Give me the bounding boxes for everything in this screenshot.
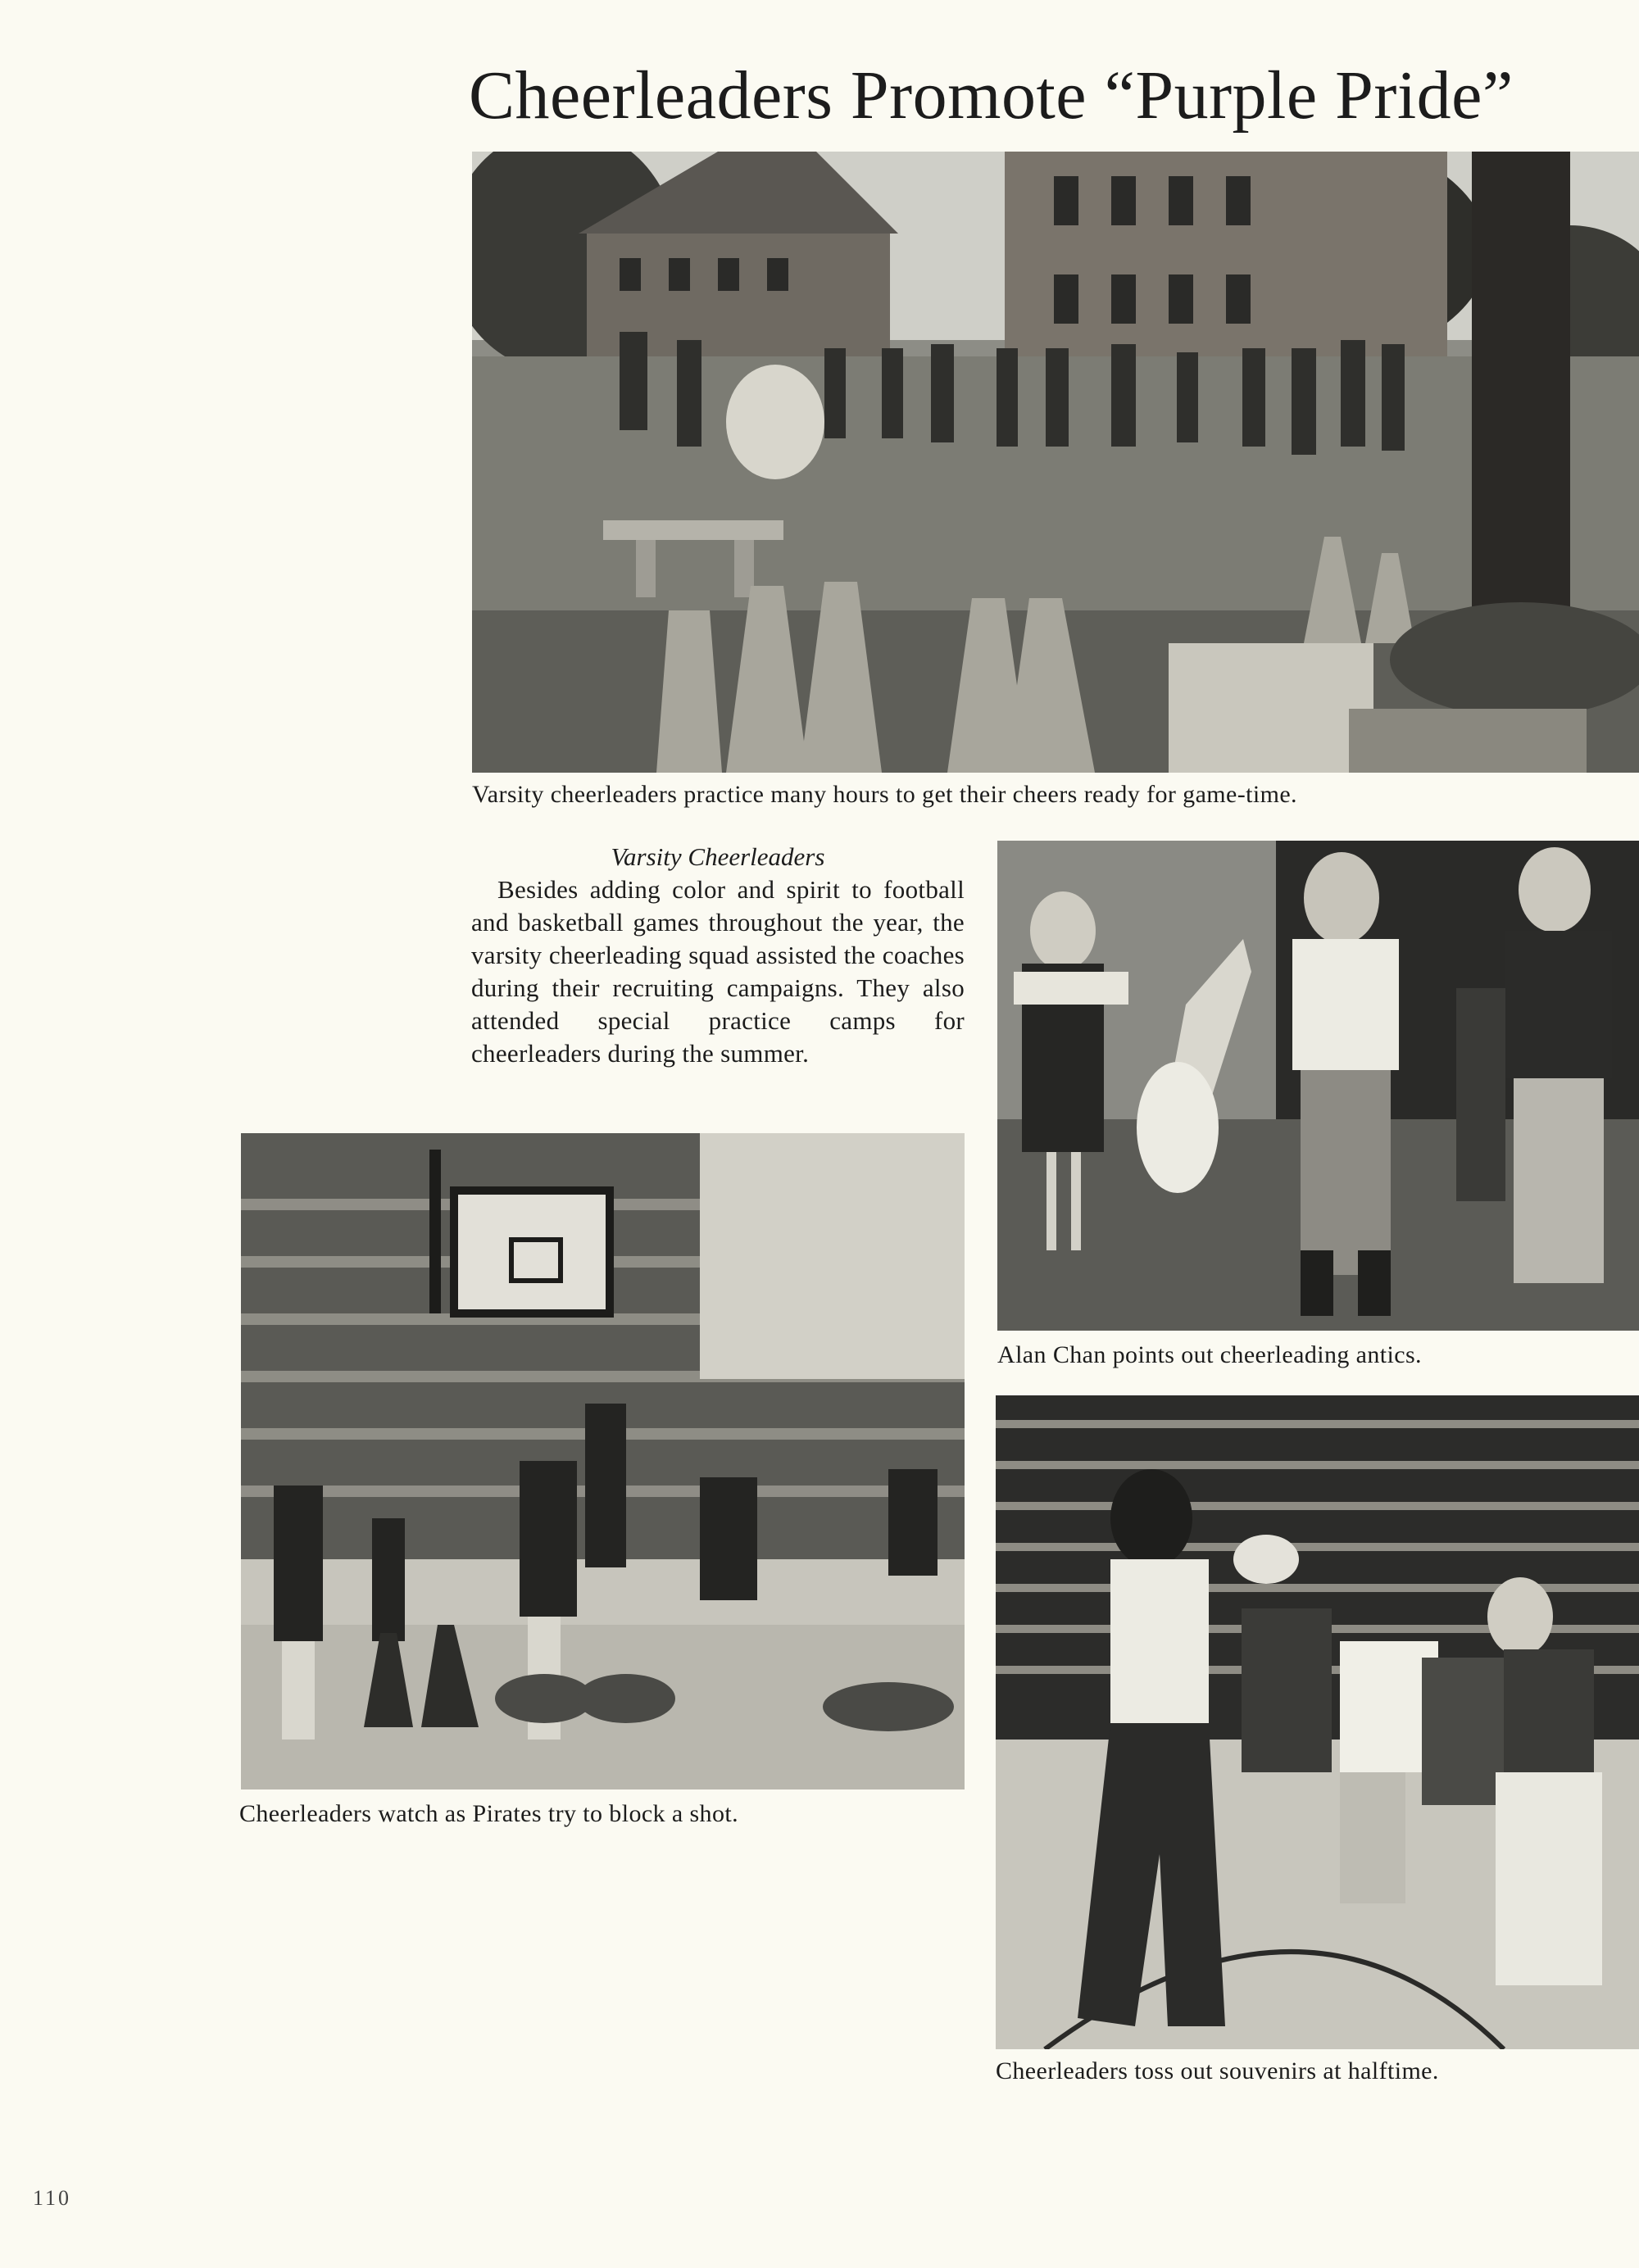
page-title: Cheerleaders Promote “Purple Pride”	[469, 57, 1514, 134]
article-heading: Varsity Cheerleaders	[611, 842, 825, 871]
article-body: Besides adding color and spirit to football and basketball games throughout the year, the varsity cheerleading squad assisted the coaches during their recruiting campaigns. They also attended special practice camps for cheerleaders during the summer.	[471, 875, 965, 1068]
photo-basketball-game-caption: Cheerleaders watch as Pirates try to block a shot.	[239, 1800, 738, 1827]
page-number: 110	[33, 2186, 72, 2210]
photo-alan-chan-image	[997, 841, 1639, 1331]
photo-alan-chan	[997, 841, 1639, 1331]
photo-practice-lawn-caption: Varsity cheerleaders practice many hours to get their cheers ready for game-time.	[472, 781, 1297, 808]
photo-halftime-souvenirs-image	[996, 1395, 1639, 2049]
photo-basketball-game	[241, 1133, 965, 1789]
article	[471, 841, 965, 1070]
photo-halftime-souvenirs-caption: Cheerleaders toss out souvenirs at halftime.	[996, 2057, 1439, 2084]
photo-practice-lawn-image	[472, 152, 1639, 773]
photo-halftime-souvenirs	[996, 1395, 1639, 2049]
photo-alan-chan-caption: Alan Chan points out cheerleading antics.	[997, 1341, 1422, 1368]
photo-basketball-game-image	[241, 1133, 965, 1789]
photo-practice-lawn	[472, 152, 1639, 773]
